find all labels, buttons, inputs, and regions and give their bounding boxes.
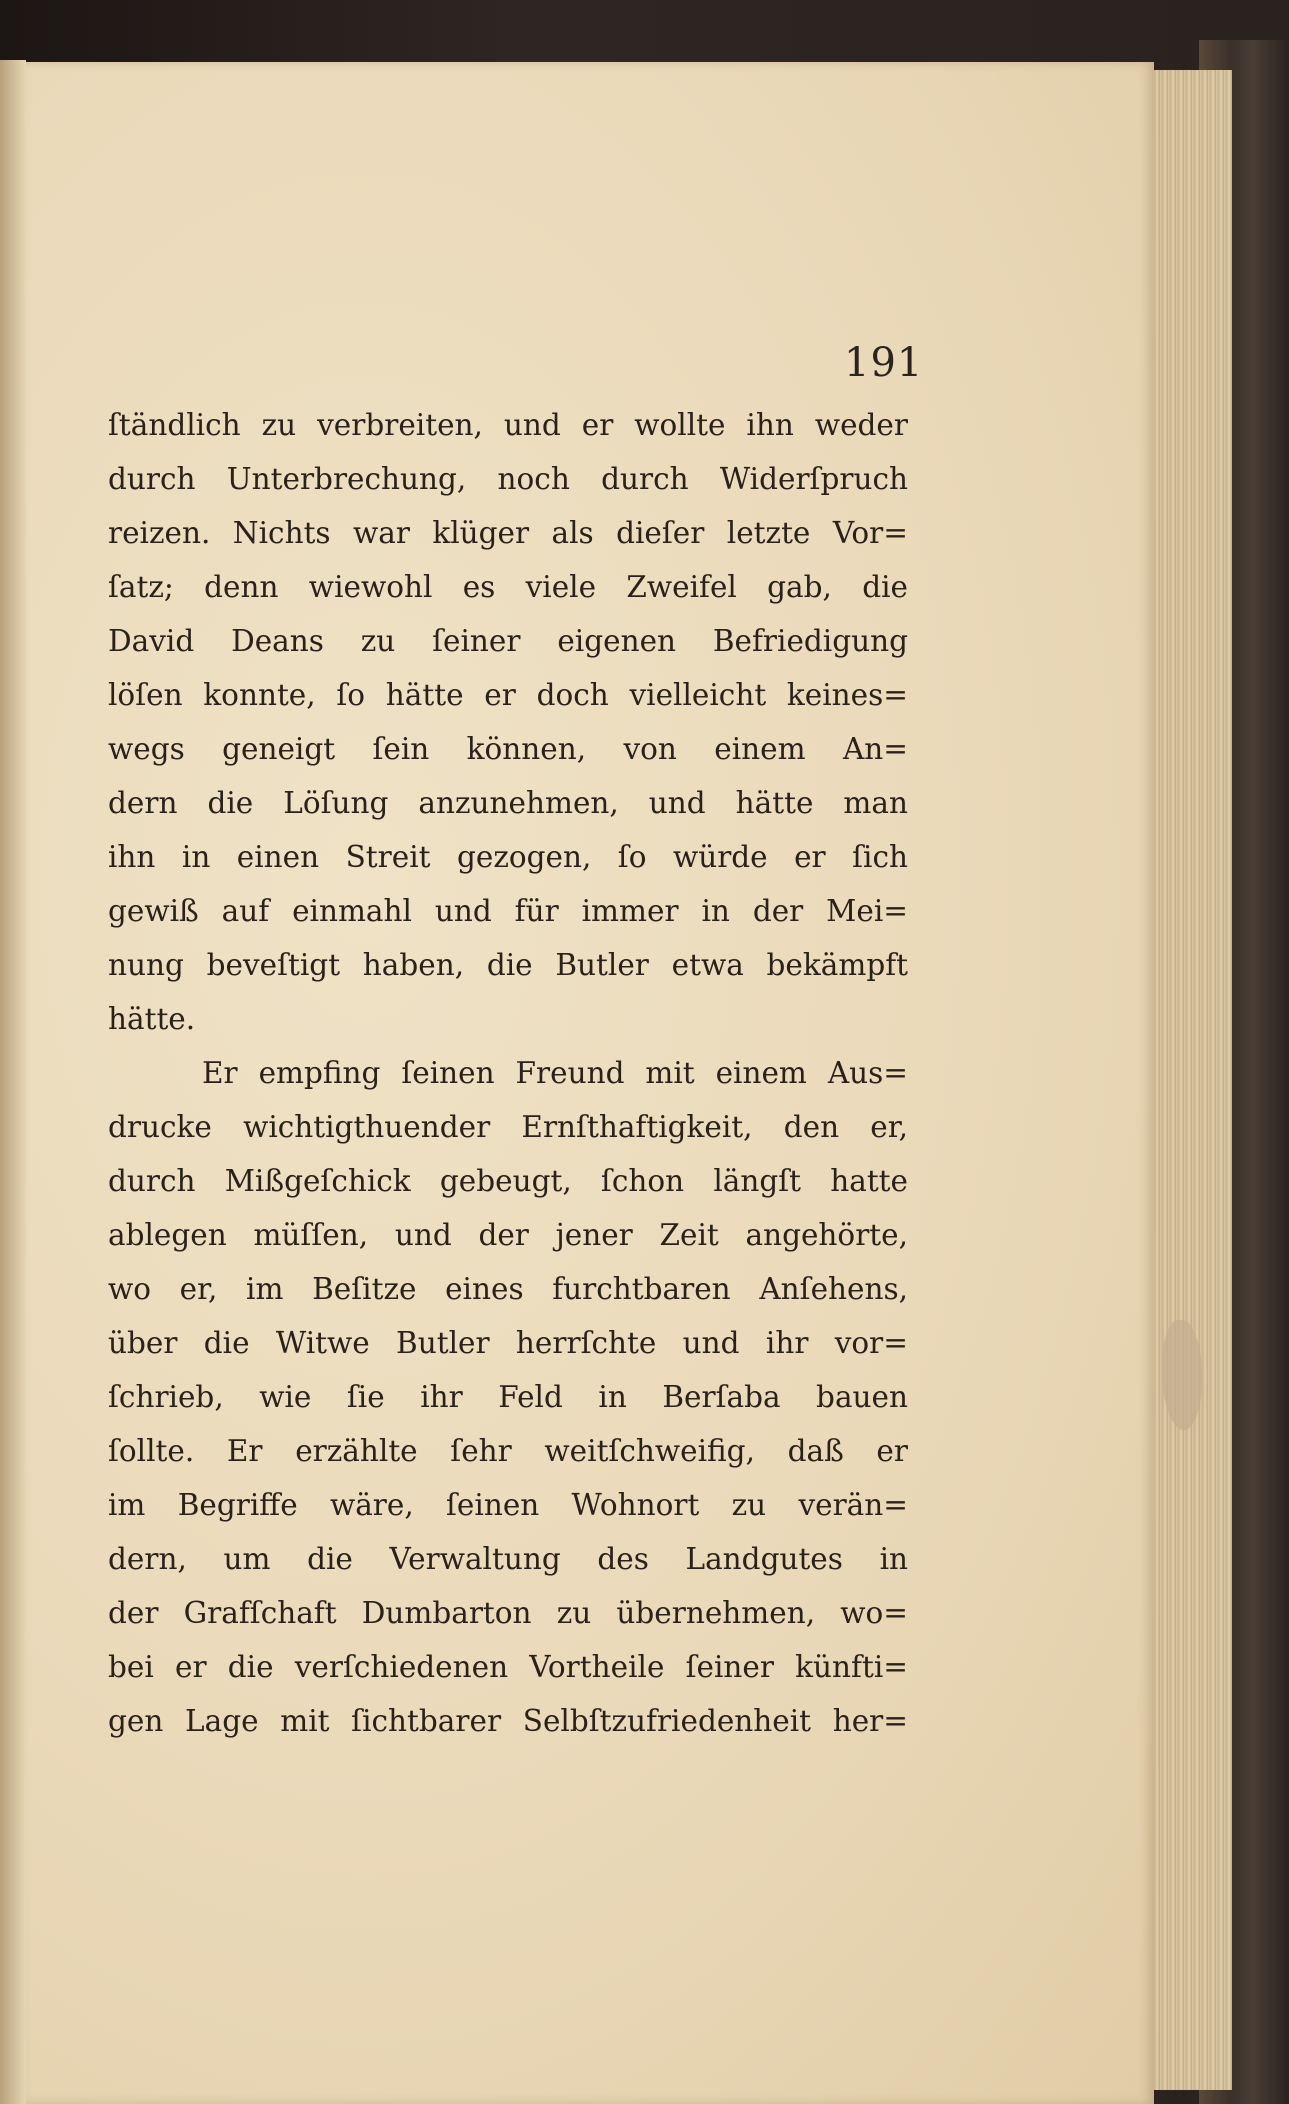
text-line: gewiß auf einmahl und für immer in der Mei= <box>108 894 908 928</box>
text-line: drucke wichtigthuender Ernſthaftigkeit, den er, <box>108 1110 908 1144</box>
text-line: gen Lage mit ſichtbarer Selbſtzufriedenheit her= <box>108 1704 908 1738</box>
text-line: ſtändlich zu verbreiten, und er wollte ihn weder <box>108 408 908 442</box>
text-line: im Begriffe wäre, ſeinen Wohnort zu verän= <box>108 1488 908 1522</box>
page-number: 191 <box>844 340 924 386</box>
page-edges-stack <box>1150 70 1232 2090</box>
text-line: dern die Löſung anzunehmen, und hätte man <box>108 786 908 820</box>
page-text <box>108 398 908 1748</box>
text-line: wo er, im Beſitze eines furchtbaren Anſehens, <box>108 1272 908 1306</box>
text-line: nung beveſtigt haben, die Butler etwa bekämpft <box>108 948 908 982</box>
text-line: David Deans zu ſeiner eigenen Befriedigung <box>108 624 908 658</box>
book-page <box>26 62 1154 2104</box>
text-line: über die Witwe Butler herrſchte und ihr vor= <box>108 1326 908 1360</box>
text-line: der Grafſchaft Dumbarton zu übernehmen, wo= <box>108 1596 908 1630</box>
text-line: ablegen müſſen, und der jener Zeit angehörte, <box>108 1218 908 1252</box>
text-line: ſollte. Er erzählte ſehr weitſchweifig, daß er <box>108 1434 908 1468</box>
text-line: ſchrieb, wie ſie ihr Feld in Berſaba bauen <box>108 1380 908 1414</box>
left-page-sliver <box>0 60 26 2104</box>
text-line: hätte. <box>108 1002 196 1036</box>
text-line: ihn in einen Streit gezogen, ſo würde er ſich <box>108 840 908 874</box>
text-line: durch Unterbrechung, noch durch Widerſpruch <box>108 462 908 496</box>
text-line: bei er die verſchiedenen Vortheile ſeiner künfti= <box>108 1650 908 1684</box>
text-line: wegs geneigt ſein können, von einem An= <box>108 732 908 766</box>
text-line: durch Mißgeſchick gebeugt, ſchon längſt hatte <box>108 1164 908 1198</box>
text-line: reizen. Nichts war klüger als dieſer letzte Vor= <box>108 516 908 550</box>
text-line: dern, um die Verwaltung des Landgutes in <box>108 1542 908 1576</box>
text-line: löſen konnte, ſo hätte er doch vielleicht keines= <box>108 678 908 712</box>
text-line: Er empfing ſeinen Freund mit einem Aus= <box>202 1056 908 1090</box>
text-line: ſatz; denn wiewohl es viele Zweifel gab, die <box>108 570 908 604</box>
